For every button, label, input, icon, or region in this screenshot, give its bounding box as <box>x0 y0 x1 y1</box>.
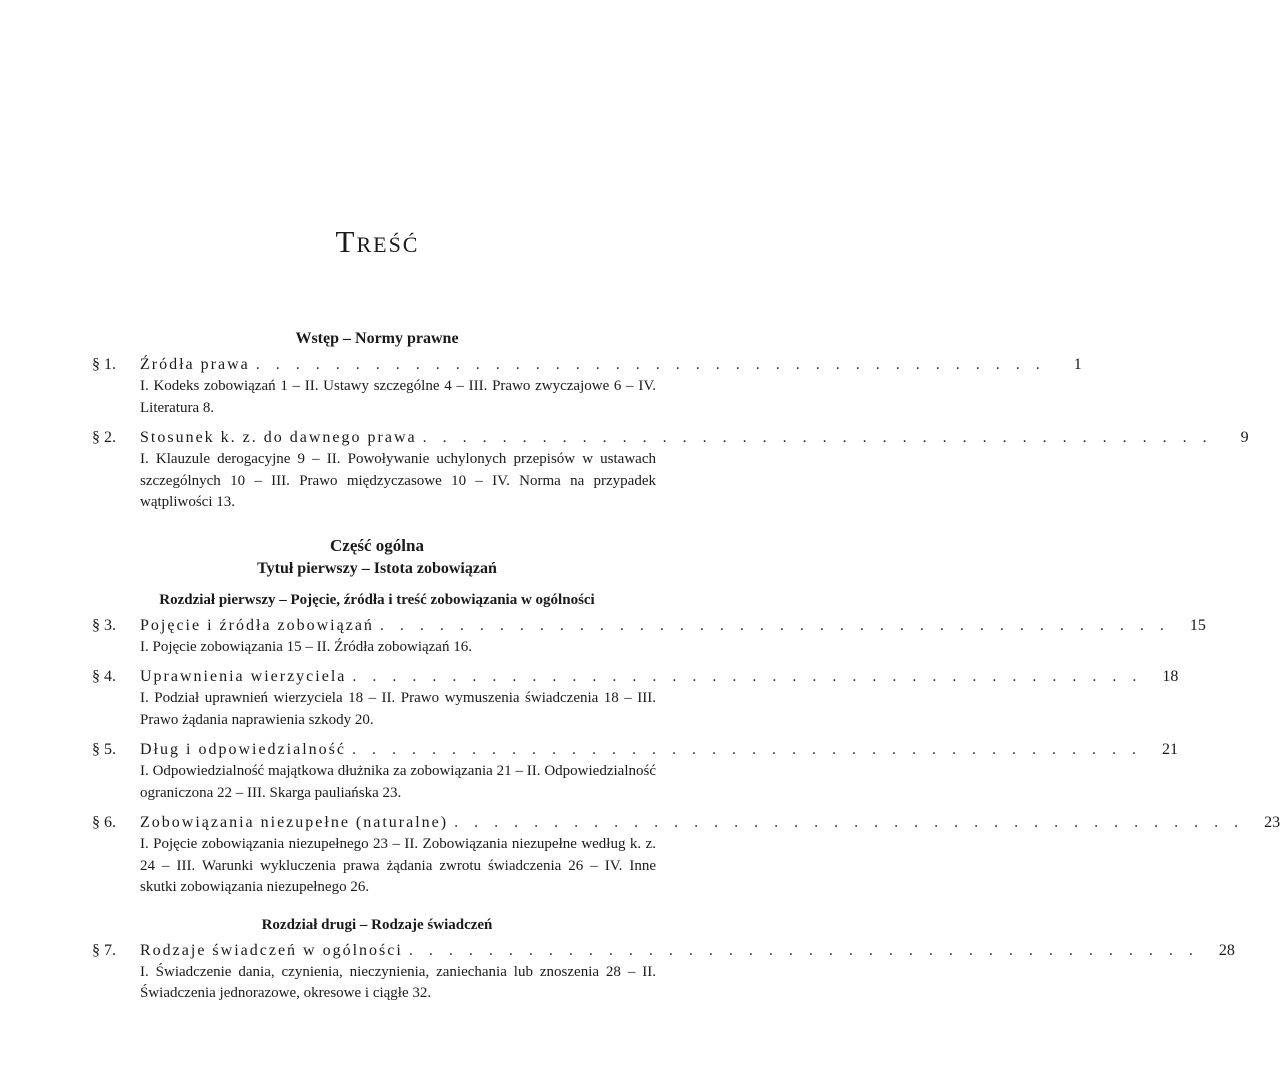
toc-entry <box>92 427 1249 514</box>
section-heading-wstep: Wstęp – Normy prawne <box>295 330 459 347</box>
entry-title: Stosunek k. z. do dawnego prawa <box>140 429 417 446</box>
title-heading: Tytuł pierwszy – Istota zobowiązań <box>257 559 497 577</box>
entry-title: Rodzaje świadczeń w ogólności <box>140 941 403 959</box>
toc-entry-line <box>92 615 1206 637</box>
entry-description: I. Świadczenie dania, czynienia, nieczynienia, zaniechania lub znoszenia 28 – II. Świadczenia jednorazowe, okresowe i ciągłe 32. <box>140 963 656 1001</box>
toc-entry <box>92 739 1178 804</box>
toc-entry <box>92 666 1179 731</box>
entry-description: I. Kodeks zobowiązań 1 – II. Ustawy szczególne 4 – III. Prawo zwyczajowe 6 – IV. Literatura 8. <box>140 378 656 416</box>
entry-description: I. Podział uprawnień wierzyciela 18 – II. Prawo wymuszenia świadczenia 18 – III. Prawo żądania naprawienia szkody 20. <box>140 690 656 728</box>
entry-number: § 2. <box>92 429 116 446</box>
dot-leader: . . . . . . . . . . . . . . . . . . . . . . . . . . . . . . . . . . . . . . . . <box>379 616 1170 634</box>
entry-title: Zobowiązania niezupełne (naturalne) <box>140 814 449 831</box>
dot-leader: . . . . . . . . . . . . . . . . . . . . . . . . . . . . . . . . . . . . . . . . <box>351 741 1142 758</box>
chapter-heading: Rozdział drugi – Rodzaje świadczeń <box>261 916 493 933</box>
dot-leader: . . . . . . . . . . . . . . . . . . . . . . . . . . . . . . . . . . . . . . . . <box>422 429 1213 446</box>
dot-leader: . . . . . . . . . . . . . . . . . . . . . . . . . . . . . . . . . . . . . . . . <box>352 668 1143 685</box>
entry-description: I. Odpowiedzialność majątkowa dłużnika za zobowiązania 21 – II. Odpowiedzialność ograniczona 22 – III. Skarga pauliańska 23. <box>140 763 656 801</box>
toc-entry <box>92 615 1206 659</box>
entry-number: § 7. <box>92 941 116 959</box>
toc-entry-line <box>92 666 1179 688</box>
entry-description: I. Klauzule derogacyjne 9 – II. Powoływanie uchylonych przepisów w ustawach szczególnych 10 – III. Prawo międzyczasowe 10 – IV. Norma na przypadek wątpliwości 13. <box>140 451 656 510</box>
toc-entry <box>92 354 1082 419</box>
toc-entry-line <box>92 940 1235 962</box>
entry-title: Źródła prawa <box>140 356 250 373</box>
entry-page-number: 9 <box>1240 429 1249 446</box>
dot-leader: . . . . . . . . . . . . . . . . . . . . . . . . . . . . . . . . . . . . . . . . <box>454 814 1245 831</box>
entry-page-number: 23 <box>1264 814 1280 831</box>
entry-title: Pojęcie i źródła zobowiązań <box>140 616 374 634</box>
entry-page-number: 15 <box>1189 616 1206 634</box>
toc-entry-line <box>92 739 1178 761</box>
toc-entry <box>92 812 1280 899</box>
entry-page-number: 21 <box>1161 741 1178 758</box>
entry-number: § 5. <box>92 741 116 758</box>
part-heading: Część ogólna <box>330 535 424 555</box>
dot-leader: . . . . . . . . . . . . . . . . . . . . . . . . . . . . . . . . . . . . . . . . <box>255 356 1046 373</box>
table-of-contents <box>92 0 1280 1005</box>
entry-title: Dług i odpowiedzialność <box>140 741 346 758</box>
toc-entry-line <box>92 427 1249 449</box>
dot-leader: . . . . . . . . . . . . . . . . . . . . . . . . . . . . . . . . . . . . . . . . <box>408 941 1199 959</box>
entry-description: I. Pojęcie zobowiązania niezupełnego 23 – II. Zobowiązania niezupełne według k. z. 24 – III. Warunki wykluczenia prawa żądania zwrotu świadczenia 26 – IV. Inne skutki zobowiązania niezupełnego 26. <box>140 836 656 895</box>
entry-page-number: 28 <box>1218 941 1235 959</box>
toc-entry-line <box>92 354 1082 376</box>
toc-entry <box>92 940 1235 1005</box>
entry-title: Uprawnienia wierzyciela <box>140 668 347 685</box>
entry-description: I. Pojęcie zobowiązania 15 – II. Źródła zobowiązań 16. <box>140 638 472 655</box>
entry-page-number: 1 <box>1073 356 1082 373</box>
toc-entry-line <box>92 812 1280 834</box>
entry-number: § 3. <box>92 616 116 634</box>
entry-number: § 4. <box>92 668 116 685</box>
chapter-heading: Rozdział pierwszy – Pojęcie, źródła i treść zobowiązania w ogólności <box>159 591 595 608</box>
entry-number: § 1. <box>92 356 116 373</box>
entry-page-number: 18 <box>1162 668 1179 685</box>
page-title: Treść <box>335 224 420 259</box>
entry-number: § 6. <box>92 814 116 831</box>
